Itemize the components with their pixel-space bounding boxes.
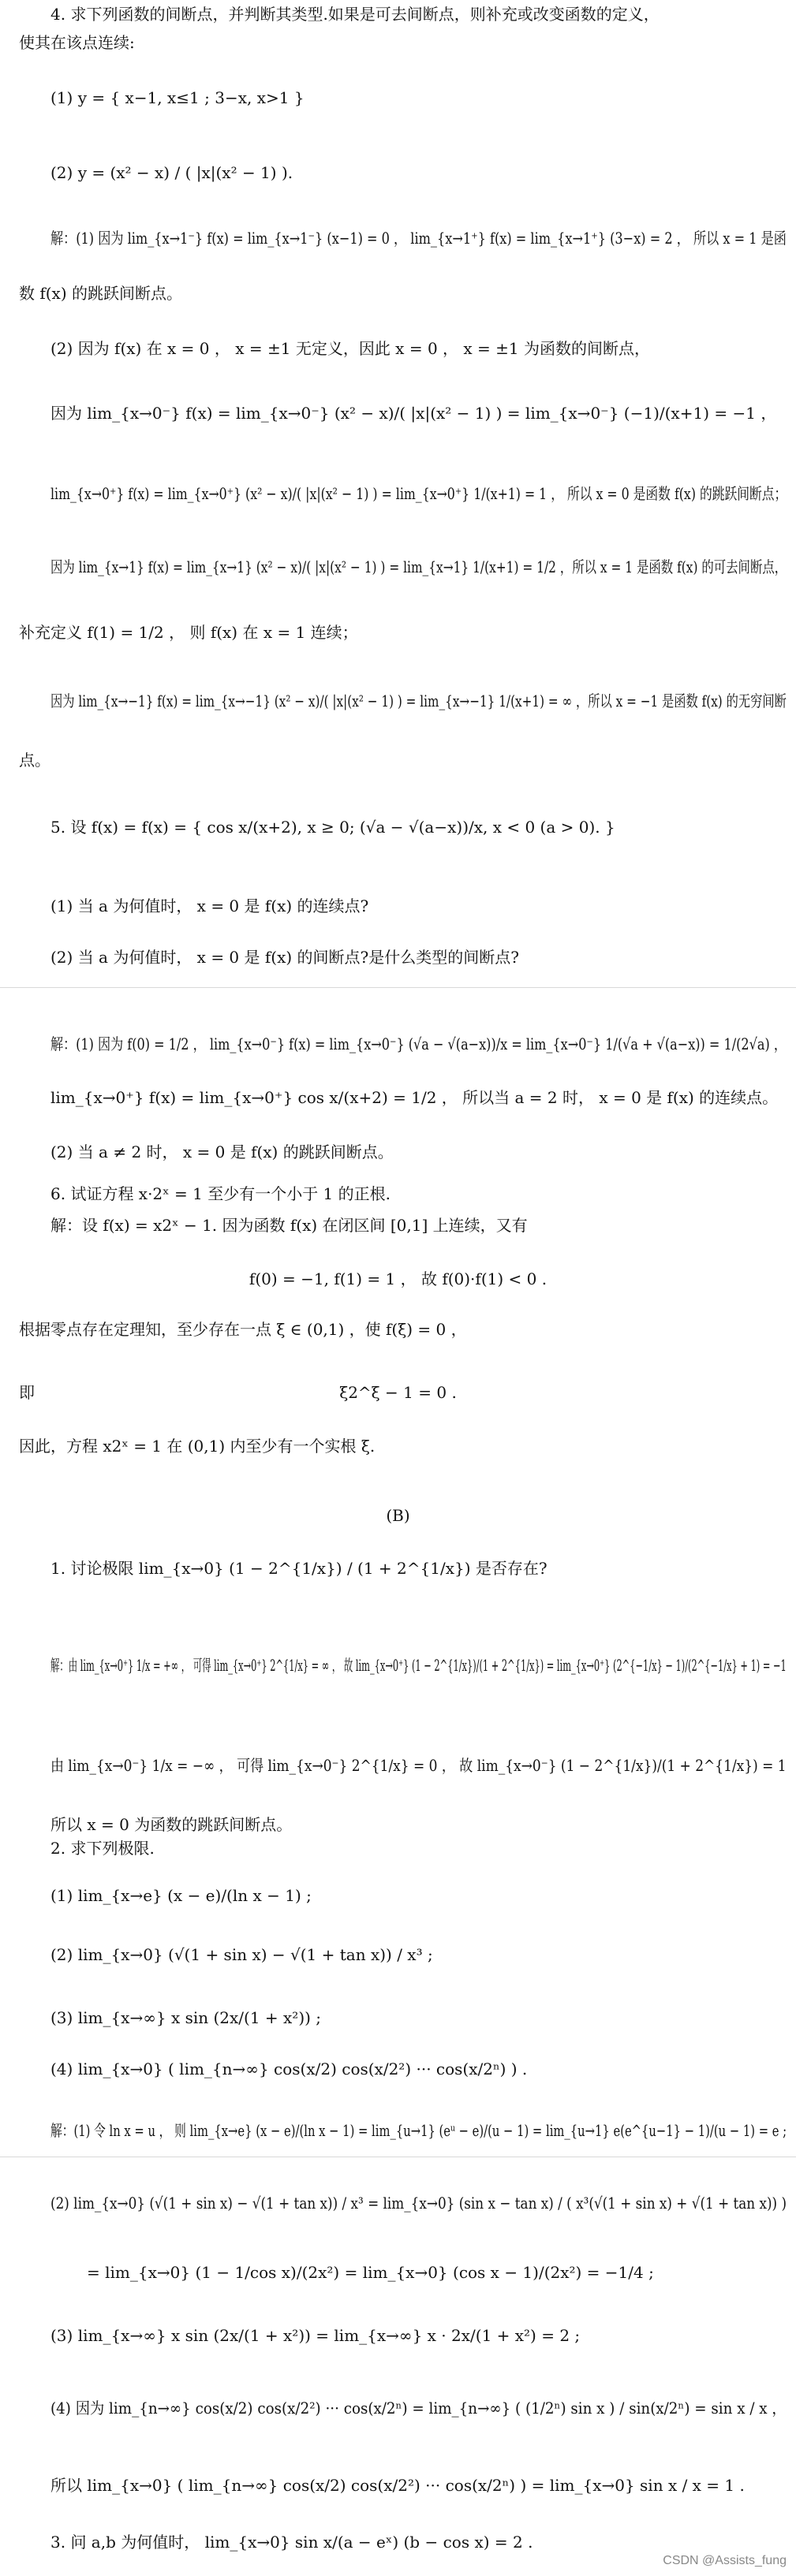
solution-6-ivt: 根据零点存在定理知，至少存在一点 ξ ∈ (0,1) ，使 f(ξ) = 0 ， — [19, 1320, 467, 1339]
solution-b2-4-conclusion: 所以 lim_{x→0} ( lim_{n→∞} cos(x/2) cos(x/2²) ··· cos(x/2ⁿ) ) = lim_{x→0} sin x / x = 1 . — [50, 2476, 745, 2495]
solution-5-1-cont: lim_{x→0⁺} f(x) = lim_{x→0⁺} cos x/(x+2) = 1/2 ， 所以当 a = 2 时， x = 0 是 f(x) 的连续点。 — [50, 1088, 779, 1107]
solution-6-equation: ξ2^ξ − 1 = 0 . — [339, 1383, 457, 1402]
solution-4-2-left-limit: 因为 lim_{x→0⁻} f(x) = lim_{x→0⁻} (x² − x)/( |x|(x² − 1) ) = lim_{x→0⁻} (−1)/(x+1) = −1 ， — [50, 404, 777, 423]
solution-b2-2: (2) lim_{x→0} (√(1 + sin x) − √(1 + tan x)) / x³ = lim_{x→0} (sin x − tan x) / ( x³(√(1 + sin x) + √(1 + tan x)) ) — [50, 2194, 787, 2213]
solution-4-2-intro: (2) 因为 f(x) 在 x = 0 ， x = ±1 无定义，因此 x = 0 ， x = ±1 为函数的间断点， — [50, 339, 650, 358]
solution-6-values: f(0) = −1, f(1) = 1 ， 故 f(0)·f(1) < 0 . — [249, 1269, 547, 1288]
solution-b2-1: 解：(1) 令 ln x = u ， 则 lim_{x→e} (x − e)/(ln x − 1) = lim_{u→1} (eᵘ − e)/(u − 1) = lim_{u→1} e(e^{u−1} − 1)/(u − 1) = e ; — [50, 2121, 787, 2140]
solution-6-conclusion: 因此，方程 x2ˣ = 1 在 (0,1) 内至少有一个实根 ξ. — [19, 1437, 376, 1456]
section-divider — [0, 987, 796, 988]
solution-6-setup: 解：设 f(x) = x2ˣ − 1. 因为函数 f(x) 在闭区间 [0,1] 上连续，又有 — [50, 1216, 528, 1235]
solution-b2-4: (4) 因为 lim_{n→∞} cos(x/2) cos(x/2²) ··· cos(x/2ⁿ) = lim_{n→∞} ( (1/2ⁿ) sin x ) / sin(x/2ⁿ) = sin x / x ， — [50, 2399, 787, 2418]
solution-6-ie: 即 — [19, 1383, 35, 1402]
problem-b2-2: (2) lim_{x→0} (√(1 + sin x) − √(1 + tan x)) / x³ ; — [50, 1945, 433, 1964]
solution-b1-right: 解：由 lim_{x→0⁺} 1/x = +∞ ， 可得 lim_{x→0⁺} 2^{1/x} = ∞ ， 故 lim_{x→0⁺} (1 − 2^{1/x})/(1 + 2^{1/x}) = lim_{x→0⁺} (2^{−1/x} − 1)/(2^{−1/x} + 1) = −1 — [50, 1656, 787, 1675]
solution-4-2-right-limit: lim_{x→0⁺} f(x) = lim_{x→0⁺} (x² − x)/( |x|(x² − 1) ) = lim_{x→0⁺} 1/(x+1) = 1 ， 所以 x = 0 是函数 f(x) 的跳跃间断点； — [50, 484, 787, 503]
section-b-heading: (B) — [386, 1506, 410, 1525]
solution-4-2-supplement: 补充定义 f(1) = 1/2 ， 则 f(x) 在 x = 1 连续； — [19, 623, 358, 642]
problem-6: 6. 试证方程 x·2ˣ = 1 至少有一个小于 1 的正根. — [50, 1184, 391, 1203]
csdn-watermark: CSDN @Assists_fung — [663, 2554, 787, 2567]
problem-b2: 2. 求下列极限. — [50, 1839, 155, 1858]
problem-5-part-1: (1) 当 a 为何值时， x = 0 是 f(x) 的连续点? — [50, 897, 369, 915]
solution-4-1-cont: 数 f(x) 的跳跃间断点。 — [19, 284, 183, 303]
problem-b2-3: (3) lim_{x→∞} x sin (2x/(1 + x²)) ; — [50, 2008, 322, 2027]
problem-4-part-1: (1) y = { x−1, x≤1 ; 3−x, x>1 } — [50, 88, 305, 107]
problem-5-definition: 5. 设 f(x) = f(x) = { cos x/(x+2), x ≥ 0; (√a − √(a−x))/x, x < 0 (a > 0). } — [50, 818, 615, 837]
solution-b2-3: (3) lim_{x→∞} x sin (2x/(1 + x²)) = lim_{x→∞} x · 2x/(1 + x²) = 2 ; — [50, 2326, 581, 2345]
problem-5-part-2: (2) 当 a 为何值时， x = 0 是 f(x) 的间断点?是什么类型的间断点? — [50, 948, 519, 967]
solution-4-2-end: 点。 — [19, 751, 50, 770]
problem-b2-4: (4) lim_{x→0} ( lim_{n→∞} cos(x/2) cos(x/2²) ··· cos(x/2ⁿ) ) . — [50, 2060, 528, 2078]
solution-b1-left: 由 lim_{x→0⁻} 1/x = −∞ ， 可得 lim_{x→0⁻} 2^{1/x} = 0 ， 故 lim_{x→0⁻} (1 − 2^{1/x})/(1 + 2^{1/x}) = 1 — [50, 1756, 787, 1775]
problem-4-text: 4. 求下列函数的间断点，并判断其类型.如果是可去间断点，则补充或改变函数的定义， — [50, 5, 660, 24]
problem-b2-1: (1) lim_{x→e} (x − e)/(ln x − 1) ; — [50, 1886, 312, 1905]
solution-5-2: (2) 当 a ≠ 2 时， x = 0 是 f(x) 的跳跃间断点。 — [50, 1143, 394, 1161]
solution-5-1: 解：(1) 因为 f(0) = 1/2 ， lim_{x→0⁻} f(x) = lim_{x→0⁻} (√a − √(a−x))/x = lim_{x→0⁻} 1/(√a + √(a−x)) = 1/(2√a) ， — [50, 1035, 787, 1053]
solution-b2-2-cont: = lim_{x→0} (1 − 1/cos x)/(2x²) = lim_{x→0} (cos x − 1)/(2x²) = −1/4 ; — [87, 2263, 654, 2282]
solution-4-2-limit-at-neg1: 因为 lim_{x→−1} f(x) = lim_{x→−1} (x² − x)/( |x|(x² − 1) ) = lim_{x→−1} 1/(x+1) = ∞ ，所以 x = −1 是函数 f(x) 的无穷间断 — [50, 692, 787, 710]
problem-b1: 1. 讨论极限 lim_{x→0} (1 − 2^{1/x}) / (1 + 2^{1/x}) 是否存在? — [50, 1559, 547, 1578]
problem-4-text-cont: 使其在该点连续: — [19, 33, 135, 52]
problem-4-part-2: (2) y = (x² − x) / ( |x|(x² − 1) ). — [50, 163, 293, 182]
solution-4-1: 解：(1) 因为 lim_{x→1⁻} f(x) = lim_{x→1⁻} (x−1) = 0 ， lim_{x→1⁺} f(x) = lim_{x→1⁺} (3−x) = 2 ， 所以 x = 1 是函 — [50, 229, 787, 248]
problem-b3: 3. 问 a,b 为何值时， lim_{x→0} sin x/(a − eˣ) (b − cos x) = 2 . — [50, 2533, 533, 2552]
solution-b1-conclusion: 所以 x = 0 为函数的跳跃间断点。 — [50, 1815, 293, 1834]
solution-4-2-limit-at-1: 因为 lim_{x→1} f(x) = lim_{x→1} (x² − x)/( |x|(x² − 1) ) = lim_{x→1} 1/(x+1) = 1/2 ，所以 x = 1 是函数 f(x) 的可去间断点， — [50, 557, 787, 576]
